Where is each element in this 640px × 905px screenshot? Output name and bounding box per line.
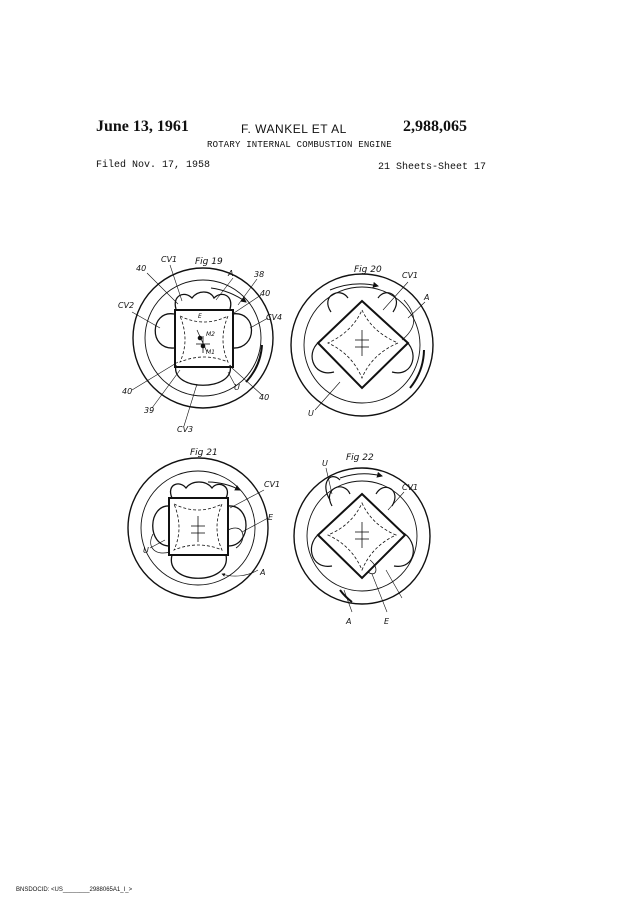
fig21-ref-e: E: [268, 513, 274, 522]
fig22-ref-u: U: [322, 459, 328, 468]
fig21-ref-a: A: [260, 568, 266, 577]
filing-date: Filed Nov. 17, 1958: [96, 160, 211, 171]
fig19-lobe-bottom: [176, 365, 231, 385]
figure-19: [132, 265, 273, 426]
fig21-leader-cv1: [230, 490, 264, 508]
fig21-lobe-bottom: [171, 555, 226, 578]
fig19-ref-40d: 40: [259, 393, 270, 402]
fig21-lobe-left: [153, 506, 170, 546]
fig20-leader-a: [408, 302, 425, 318]
fig21-ref-u: U: [143, 546, 149, 555]
inventor-name: F. WANKEL ET AL: [241, 122, 347, 136]
fig21-label: Fig 21: [190, 448, 218, 458]
fig22-rotor-diamond: [318, 494, 405, 578]
fig19-inner-curve: [180, 316, 228, 362]
fig20-lobe-top-left: [328, 293, 348, 312]
fig20-lobe-top-right: [378, 293, 396, 312]
fig22-leader-cv1: [388, 492, 404, 510]
patent-date: June 13, 1961: [96, 118, 189, 135]
patent-number: 2,988,065: [403, 118, 467, 135]
fig21-rotor-square: [169, 498, 228, 555]
fig22-label: Fig 22: [346, 453, 374, 463]
figure-22-labels: [322, 453, 418, 626]
fig20-leader-u: [315, 382, 340, 410]
fig19-ref-cv2: CV2: [118, 301, 135, 310]
fig22-leader-e: [372, 574, 387, 612]
fig20-ref-u: U: [308, 409, 314, 418]
fig21-ref-cv1: CV1: [264, 480, 281, 489]
fig19-ref-40a: 40: [136, 264, 147, 273]
patent-title: ROTARY INTERNAL COMBUSTION ENGINE: [207, 140, 392, 150]
fig19-ref-a: A: [228, 269, 234, 278]
figure-19-labels: [118, 255, 282, 434]
fig19-leader-cv3: [184, 384, 197, 426]
fig22-lobe-top-left: [329, 487, 350, 506]
document-id: BNSDOCID: <US________2988065A1_I_>: [16, 887, 133, 893]
fig22-rotation-arrow: [340, 474, 382, 478]
fig19-ref-cv1: CV1: [161, 255, 178, 264]
sheet-count: 21 Sheets-Sheet 17: [378, 162, 487, 173]
fig22-ref-e: E: [384, 617, 390, 626]
fig19-lobe-top: [175, 292, 231, 309]
fig22-ref-a: A: [346, 617, 352, 626]
fig22-u-loop: [326, 477, 340, 500]
fig20-inner-curve: [328, 310, 398, 378]
fig19-ref-m1: M1: [206, 349, 215, 356]
fig20-ref-cv1: CV1: [402, 271, 419, 280]
fig21-lobe-right: [228, 506, 246, 546]
fig19-leader-cv1: [170, 265, 182, 301]
fig19-lobe-right: [232, 314, 252, 348]
fig22-lobe-left: [311, 532, 332, 566]
fig20-label: Fig 20: [354, 265, 382, 275]
fig22-ref-cv1: CV1: [402, 483, 419, 492]
fig19-label: Fig 19: [195, 257, 223, 267]
fig19-ref-cv4: CV4: [266, 313, 283, 322]
fig19-leader-40b: [234, 295, 261, 313]
fig19-ref-cv3: CV3: [177, 425, 194, 434]
fig22-lobe-top-right: [376, 487, 395, 506]
fig19-ref-u: U: [234, 383, 240, 392]
fig19-ref-39: 39: [144, 406, 155, 415]
fig20-ref-a: A: [424, 293, 430, 302]
fig19-lobe-left: [155, 314, 174, 348]
fig19-ref-40b: 40: [260, 289, 271, 298]
fig19-ref-m2: M2: [206, 331, 215, 338]
fig19-ref-40c: 40: [122, 387, 133, 396]
fig19-ref-e: E: [198, 313, 202, 320]
figure-21: [128, 458, 268, 598]
fig20-u-curve: [402, 300, 414, 340]
figure-20: [291, 274, 433, 416]
fig19-center-m2: [198, 336, 202, 340]
figure-20-labels: [308, 265, 429, 418]
fig19-rotor-square: [175, 310, 233, 367]
fig20-rotation-arrow: [330, 284, 378, 290]
fig19-ref-38: 38: [254, 270, 265, 279]
fig21-lobe-top: [171, 482, 228, 498]
